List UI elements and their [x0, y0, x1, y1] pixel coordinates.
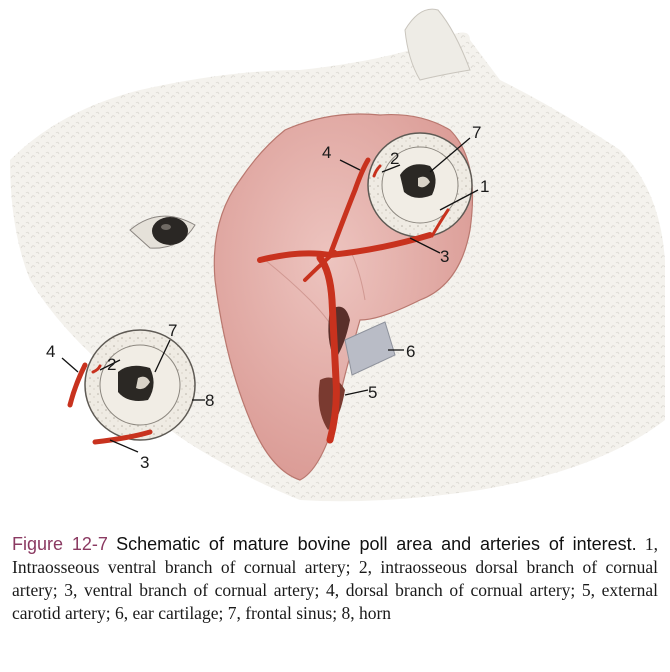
- figure-label: Figure 12-7: [12, 534, 108, 554]
- horn-cross-section-inset: [85, 330, 195, 440]
- horn-cross-section-main: [368, 133, 472, 237]
- callout-3: 3: [440, 247, 450, 266]
- inset-callout-4: 4: [46, 342, 56, 361]
- callout-6: 6: [406, 342, 416, 361]
- callout-7: 7: [472, 123, 482, 142]
- figure-title: Schematic of mature bovine poll area and arteries of interest.: [116, 534, 637, 554]
- inset-callout-8: 8: [205, 391, 215, 410]
- callout-2: 2: [390, 149, 400, 168]
- inset-callout-3: 3: [140, 453, 150, 472]
- inset-callout-2: 2: [107, 355, 117, 374]
- callout-5: 5: [368, 383, 378, 402]
- inset-callout-7: 7: [168, 321, 178, 340]
- figure-caption: [12, 533, 658, 625]
- callout-4: 4: [322, 143, 332, 162]
- callout-1: 1: [480, 177, 490, 196]
- figure-caption-body: 1, Intraosseous ventral branch of cornual artery; 2, intraosseous dorsal branch of cornual artery; 3, ventral branch of cornual artery; 4, dorsal branch of cornual artery; 5, external carotid artery; 6, ear cartilage; 7, frontal sinus; 8, horn: [12, 534, 659, 623]
